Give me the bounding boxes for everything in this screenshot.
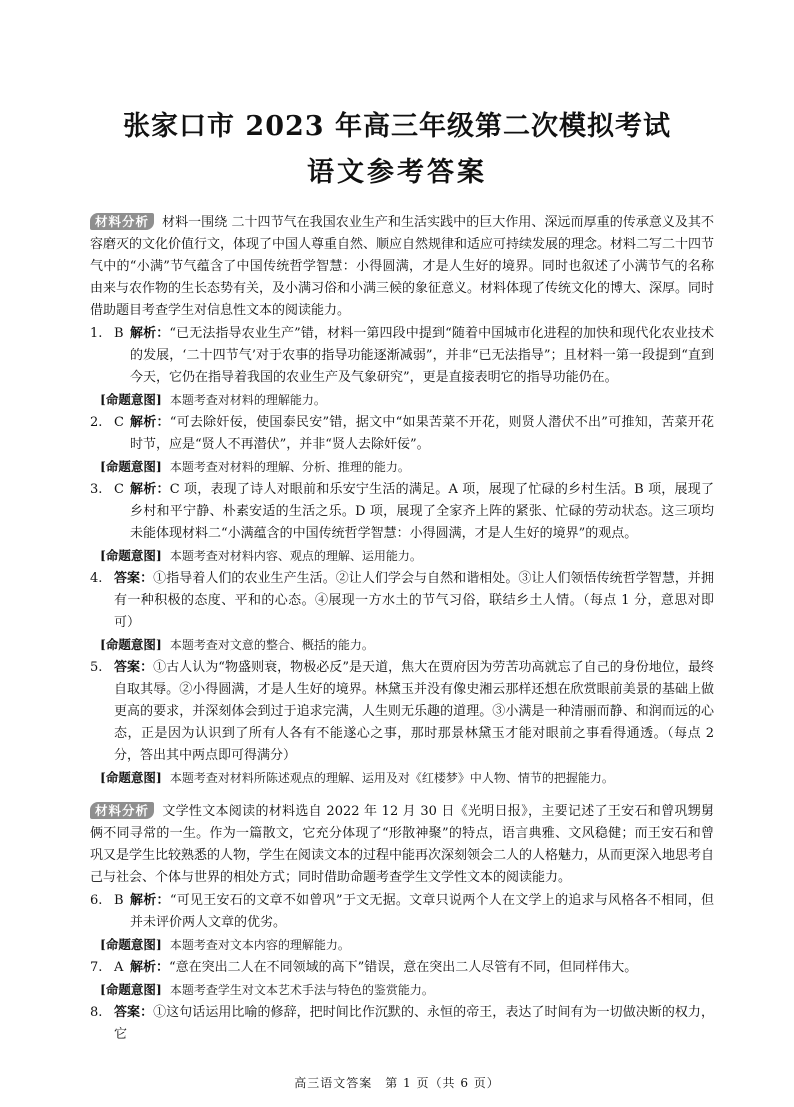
question-item	[90, 323, 714, 389]
explanation-text: ①指导着人们的农业生产生活。②让人们学会与自然和谐相处。③让人们领悟传统哲学智慧，并拥有一种积极的态度、平和的心态。④展现一方水土的节气习俗，联结乡土人情。（每点 1 分，意思对即可）	[114, 571, 714, 630]
intent-label: [命题意图]	[100, 982, 162, 997]
page-subtitle: 语文参考答案	[307, 157, 487, 188]
answer-choice: C	[114, 482, 124, 497]
explanation-label: 答案：	[114, 571, 154, 586]
intent-label: [命题意图]	[100, 548, 162, 563]
page-footer: 高三语文答案 第 1 页（共 6 页）	[294, 1076, 500, 1090]
question-item	[90, 957, 714, 979]
question-explanation	[130, 412, 714, 456]
question-intent	[90, 634, 714, 656]
intent-label: [命题意图]	[100, 392, 162, 407]
material-analysis	[90, 212, 714, 322]
section-gap	[90, 789, 714, 801]
answer-choice: B	[114, 326, 124, 341]
question-intent	[90, 545, 714, 567]
question-number: 2.	[90, 415, 103, 430]
question-intent	[90, 456, 714, 478]
question-item	[90, 1002, 714, 1046]
explanation-label: 答案：	[114, 660, 154, 675]
intent-label: [命题意图]	[100, 459, 162, 474]
question-number: 3.	[90, 482, 103, 497]
question-item	[90, 412, 714, 456]
analysis-text: 文学性文本阅读的材料选自 2022 年 12 月 30 日《光明日报》，主要记述了王安石和曾巩甥舅俩不同寻常的一生。作为一篇散文，它充分体现了“形散神聚”的特点，语言典雅、文风稳健；而王安石和曾巩又是学生比较熟悉的人物，学生在阅读文本的过程中能再次深刻领会二人的人格魅力，从而更深入地思考自己与社会、个体与世界的相处方式；同时借助命题考查学生文学性文本的阅读能力。	[90, 804, 715, 885]
explanation-text: “意在突出二人在不同领域的高下”错误，意在突出二人尽管有不同，但同样伟大。	[169, 960, 638, 975]
answer-choice: A	[114, 960, 124, 975]
intent-text: 本题考查对材料内容、观点的理解、运用能力。	[169, 549, 422, 563]
explanation-text: ①古人认为“物盛则衰，物极必反”是天道，焦大在贾府因为劳苦功高就忘了自己的身份地位，最终自取其辱。②小得圆满，才是人生好的境界。林黛玉并没有像史湘云那样还想在欣赏眼前美景的基础上做更高的要求，并深刻体会到过于追求完满，人生则无乐趣的道理。③小满是一种清丽而静、和润而远的心态，正是因为认识到了所有人各有不能遂心之事，那时那景林黛玉才能对眼前之事看得通透。（每点 2 分，答出其中两点即可得满分）	[114, 660, 714, 763]
intent-label: [命题意图]	[100, 937, 162, 952]
question-item	[90, 890, 714, 934]
question-intent	[90, 979, 714, 1001]
explanation-text: ①这句话运用比喻的修辞，把时间比作沉默的、永恒的帝王，表达了时间有为一切做决断的权力，它	[114, 1005, 714, 1042]
intent-text: 本题考查对文本内容的理解能力。	[169, 938, 350, 952]
explanation-label: 答案：	[114, 1005, 154, 1020]
material-analysis-badge: 材料分析	[90, 213, 154, 230]
page-title: 张家口市 2023 年高三年级第二次模拟考试	[123, 111, 671, 142]
question-item	[90, 568, 714, 634]
question-explanation	[130, 323, 714, 389]
intent-text: 本题考查对材料所陈述观点的理解、运用及对《红楼梦》中人物、情节的把握能力。	[169, 771, 614, 785]
explanation-text: “可见王安石的文章不如曾巩”于文无据。文章只说两个人在文学上的追求与风格各不相同，但并未评价两人文章的优劣。	[130, 893, 714, 930]
intent-text: 本题考查对文意的整合、概括的能力。	[169, 638, 374, 652]
question-explanation	[114, 657, 714, 767]
explanation-label: 解析：	[130, 415, 170, 430]
explanation-label: 解析：	[130, 326, 170, 341]
question-number: 7.	[90, 960, 103, 975]
intent-text: 本题考查学生对文本艺术手法与特色的鉴赏能力。	[169, 983, 434, 997]
question-number: 1.	[90, 326, 103, 341]
answer-choice: B	[114, 893, 124, 908]
explanation-label: 解析：	[130, 893, 170, 908]
question-explanation	[130, 479, 714, 545]
analysis-text: 材料一围绕 二十四节气在我国农业生产和生活实践中的巨大作用、深远而厚重的传承意义及其不容磨灭的文化价值行文，体现了中国人尊重自然、顺应自然规律和适应可持续发展的理念。材料二写二十四节气中的“小满”节气蕴含了中国传统哲学智慧：小得圆满，才是人生好的境界。同时也叙述了小满节气的名称由来与农作物的生长态势有关，及小满习俗和小满三候的象征意义。材料体现了传统文化的博大、深厚。同时借助题目考查学生对信息性文本的阅读能力。	[90, 215, 715, 318]
question-number: 8.	[90, 1005, 103, 1020]
explanation-text: “已无法指导农业生产”错，材料一第四段中提到“随着中国城市化进程的加快和现代化农业技术的发展，‘二十四节气’对于农事的指导功能逐渐减弱”，并非“已无法指导”；且材料一第一段提到“直到今天，它仍在指导着我国的农业生产及气象研究”，更是直接表明它的指导功能仍在。	[130, 326, 714, 385]
question-explanation	[130, 957, 714, 979]
question-explanation	[130, 890, 714, 934]
question-intent	[90, 767, 714, 789]
explanation-text: C 项，表现了诗人对眼前和乐安宁生活的满足。A 项，展现了忙碌的乡村生活。B 项，展现了乡村和平宁静、朴素安适的生活之乐。D 项，展现了全家齐上阵的紧张、忙碌的劳动状态。这三项均未能体现材料二“小满蕴含的中国传统哲学智慧：小得圆满，才是人生好的境界”的观点。	[130, 482, 714, 541]
intent-label: [命题意图]	[100, 770, 162, 785]
question-item	[90, 657, 714, 767]
question-explanation	[114, 1002, 714, 1046]
intent-label: [命题意图]	[100, 637, 162, 652]
question-item	[90, 479, 714, 545]
material-analysis-badge: 材料分析	[90, 802, 154, 819]
question-intent	[90, 934, 714, 956]
intent-text: 本题考查对材料的理解、分析、推理的能力。	[169, 460, 410, 474]
question-number: 6.	[90, 893, 103, 908]
question-number: 4.	[90, 571, 103, 586]
explanation-label: 解析：	[130, 960, 170, 975]
question-explanation	[114, 568, 714, 634]
explanation-text: “可去除奸佞，使国泰民安”错，据文中“如果苦菜不开花，则贤人潜伏不出”可推知，苦菜开花时节，应是“贤人不再潜伏”，并非“贤人去除奸佞”。	[130, 415, 714, 452]
intent-text: 本题考查对材料的理解能力。	[169, 393, 326, 407]
question-intent	[90, 389, 714, 411]
explanation-label: 解析：	[130, 482, 170, 497]
answer-choice: C	[114, 415, 124, 430]
material-analysis	[90, 801, 714, 889]
answer-body	[90, 212, 714, 1046]
question-number: 5.	[90, 660, 103, 675]
